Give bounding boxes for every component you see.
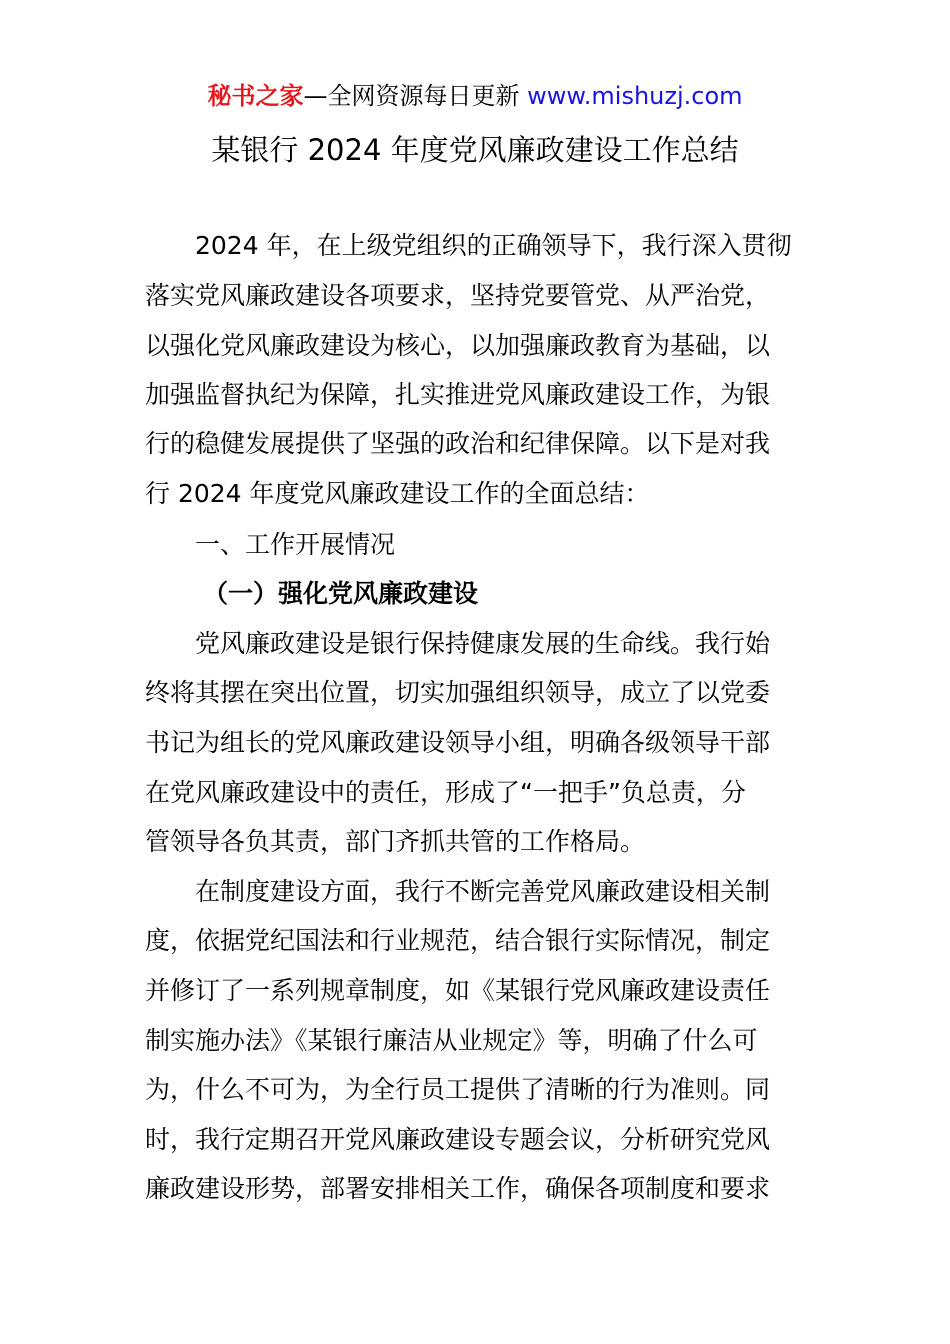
paragraph-line: 在制度建设方面，我行不断完善党风廉政建设相关制 [195, 877, 771, 906]
paragraph-line: 管领导各负其责，部门齐抓共管的工作格局。 [145, 827, 646, 856]
paragraph-line: 党风廉政建设是银行保持健康发展的生命线。我行始 [195, 629, 771, 658]
paragraph-line: 落实党风廉政建设各项要求，坚持党要管党、从严治党， [145, 281, 771, 310]
subsection-heading: （一）强化党风廉政建设 [203, 579, 479, 608]
paragraph-line: 在党风廉政建设中的责任，形成了“一把手”负总责，分 [145, 778, 746, 807]
paragraph-line: 度，依据党纪国法和行业规范，结合银行实际情况，制定 [145, 926, 771, 955]
site-header [0, 78, 950, 114]
paragraph-line: 2024 年，在上级党组织的正确领导下，我行深入贯彻 [195, 231, 792, 260]
paragraph-line: 以强化党风廉政建设为核心，以加强廉政教育为基础，以 [145, 331, 771, 360]
paragraph-line: 加强监督执纪为保障，扎实推进党风廉政建设工作，为银 [145, 380, 771, 409]
paragraph-line: 行的稳健发展提供了坚强的政治和纪律保障。以下是对我 [145, 429, 771, 458]
paragraph-line: 并修订了一系列规章制度，如《某银行党风廉政建设责任 [145, 976, 771, 1005]
paragraph-line: 书记为组长的党风廉政建设领导小组，明确各级领导干部 [145, 728, 771, 757]
brand-name: 秘书之家 [207, 82, 304, 110]
header-tagline: —全网资源每日更新 [303, 82, 528, 110]
paragraph-line: 行 2024 年度党风廉政建设工作的全面总结： [145, 479, 650, 508]
paragraph-line: 时，我行定期召开党风廉政建设专题会议，分析研究党风 [145, 1125, 771, 1154]
paragraph-line: 廉政建设形势，部署安排相关工作，确保各项制度和要求 [145, 1174, 771, 1203]
site-url[interactable]: www.mishuzj.com [527, 82, 743, 110]
section-heading: 一、工作开展情况 [195, 530, 396, 559]
paragraph-line: 终将其摆在突出位置，切实加强组织领导，成立了以党委 [145, 678, 771, 707]
paragraph-line: 为，什么不可为，为全行员工提供了清晰的行为准则。同 [145, 1075, 771, 1104]
paragraph-line: 制实施办法》《某银行廉洁从业规定》等，明确了什么可 [145, 1026, 758, 1055]
document-title: 某银行 2024 年度党风廉政建设工作总结 [211, 133, 739, 167]
